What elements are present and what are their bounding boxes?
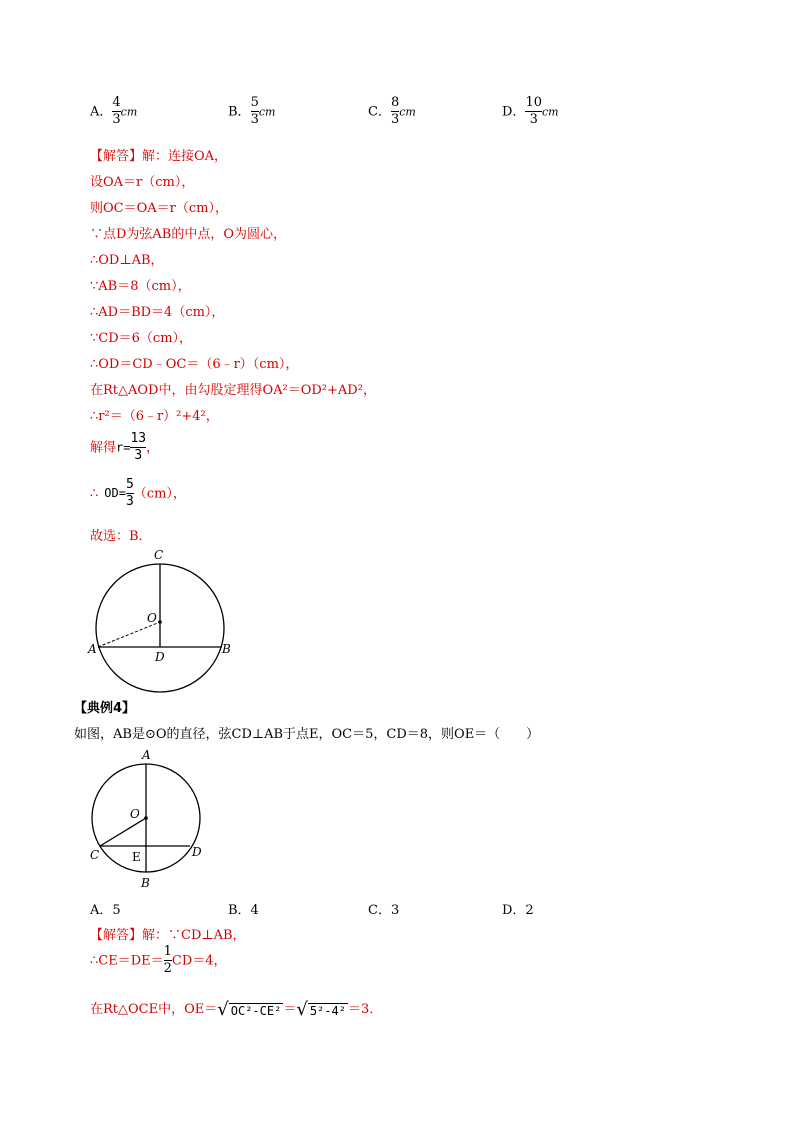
choice-b-label: B． [228,104,251,120]
solve-suffix: ， [146,440,160,456]
fig2-label-c: C [90,848,100,862]
therefore-symbol: ∴ [90,486,99,502]
fig2-label-d: D [192,845,202,859]
choice2-d: D．2 [502,903,534,918]
solution1-line-1: 【解答】解：连接OA， [90,149,228,164]
solution1-solve-line [90,432,159,464]
fig2-label-a: A [142,748,151,762]
choice-c-den: 3 [390,112,400,128]
fig1-label-b: B [222,642,231,656]
choice-b-fraction [251,96,259,128]
solution1-line-2: 设OA＝r（cm）， [90,175,195,190]
line2-suffix: CD＝4， [171,953,227,969]
od-num: 5 [125,477,134,492]
choice-a-den: 3 [112,112,121,128]
solve-num: 13 [130,431,147,446]
choice-c-num: 8 [390,95,400,110]
od-fraction [126,478,134,510]
solution1-od-line [90,478,186,510]
choice-a-label: A． [90,104,113,120]
solution1-line-10: 在Rt△AOD中，由勾股定理得OA²＝OD²+AD²， [90,383,376,398]
sqrt2-radicand: 5²-4² [309,1004,346,1018]
choice-b-den: 3 [250,112,259,128]
solution1-line-8: ∵CD＝6（cm）， [90,331,193,346]
solve-prefix: 解得 [90,440,117,456]
solution1-line-6: ∵AB＝8（cm）， [90,279,191,294]
solution1-line-9: ∴OD＝CD﹣OC＝（6﹣r）（cm）， [90,357,299,372]
choice-a [90,96,137,128]
fig1-label-a: A [88,642,97,656]
choice-c-fraction [391,96,399,128]
choice-d-unit: cm [541,105,559,119]
line3-eq: ＝ [283,1002,297,1017]
od-suffix: （cm）， [133,486,186,502]
choice-c-label: C． [368,104,391,120]
fig2-center-point [144,816,148,820]
example4-heading: 【典例4】 [74,701,136,716]
figure2-circle-diagram [80,745,220,890]
fig1-label-c: C [154,548,164,562]
choice-a-num: 4 [112,95,121,110]
choice-c-unit: cm [399,105,416,119]
choice-d-fraction [525,96,542,128]
solution1-line-7: ∴AD＝BD＝4（cm）， [90,305,225,320]
solution2-line-1: 【解答】解：∵CD⊥AB， [90,928,246,943]
od-var: OD= [104,486,126,501]
fig1-center-point [158,620,162,624]
line3-suffix: ＝3． [347,1002,383,1017]
line2-num: 1 [163,944,172,959]
choice2-c: C．3 [368,903,400,918]
choice-b-num: 5 [250,95,259,110]
sqrt1: √ OC²-CE² [217,999,282,1020]
line3-prefix: 在Rt△OCE中，OE＝ [90,1002,218,1017]
solve-fraction [130,432,146,464]
choice-c [368,96,416,128]
choice-a-unit: cm [120,105,138,119]
solution1-line-3: 则OC＝OA＝r（cm）， [90,201,228,216]
fig1-label-o: O [147,611,157,625]
figure1-circle-diagram [80,545,260,695]
choice-d-label: D． [502,104,526,120]
example4-question: 如图，AB是⊙O的直径，弦CD⊥AB于点E，OC＝5，CD＝8，则OE＝（ ） [74,727,540,742]
choice2-a: A．5 [90,903,121,918]
sqrt2: √ 5²-4² [296,999,346,1020]
solve-den: 3 [134,448,143,464]
fig1-segment-oa [98,622,160,647]
solution2-line-3 [90,998,382,1020]
fig2-segment-oc [100,818,146,846]
choice-d [502,96,559,128]
solution1-line-4: ∵点D为弦AB的中点，O为圆心， [90,227,287,242]
choice-b [228,96,275,128]
fig2-label-b: B [141,876,150,890]
choice-b-unit: cm [258,105,276,119]
line2-den: 2 [163,961,172,977]
fig1-label-d: D [155,650,165,664]
solution1-answer: 故选：B． [90,529,152,544]
fig2-label-o: O [130,807,140,821]
choice2-b: B．4 [228,903,259,918]
solve-var: r= [116,440,131,455]
solution1-line-11: ∴r²＝（6﹣r）²+4²， [90,409,219,424]
line2-prefix: ∴CE＝DE＝ [90,953,164,969]
choice-d-num: 10 [525,95,542,110]
solution2-line-2 [90,945,227,977]
od-den: 3 [125,494,134,510]
choice-d-den: 3 [529,112,538,128]
solution1-line-5: ∴OD⊥AB， [90,253,164,268]
choice-a-fraction [112,96,120,128]
line2-fraction [164,945,172,977]
fig2-label-e: E [132,850,141,864]
sqrt1-radicand: OC²-CE² [230,1004,282,1018]
